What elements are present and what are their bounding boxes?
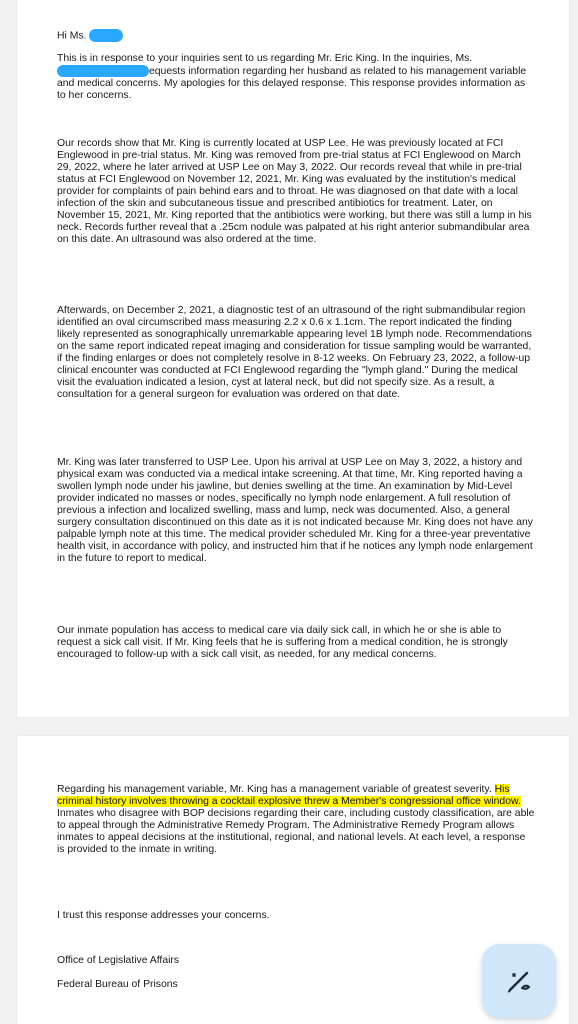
greeting-text: Hi Ms.	[57, 30, 87, 42]
redacted-name	[89, 29, 123, 42]
redacted-name-2	[57, 65, 149, 77]
paragraph-management-variable	[57, 784, 535, 856]
closing-line: I trust this response addresses your concerns.	[57, 910, 270, 921]
paragraph-intro	[57, 53, 535, 102]
signature-office: Office of Legislative Affairs	[57, 955, 180, 966]
edit-pen-sparkle-icon	[504, 966, 534, 996]
paragraph-intro-part1: This is in response to your inquiries sent to us regarding Mr. Eric King. In the inquiries, Ms.	[57, 53, 473, 64]
appeal-text: Inmates who disagree with BOP decisions regarding their care, including custody classification, are able to appeal through the Administrative Remedy Program. The Administrative Remedy Program allows inmates to appeal decisions at the institutional, regional, and national levels. At each level, a response is provided to the inmate in writing.	[57, 808, 535, 855]
edit-fab-button[interactable]	[482, 944, 556, 1018]
highlighted-text: His criminal history involves throwing a cocktail explosive threw a Member's congressional office window.	[57, 784, 521, 807]
greeting	[57, 29, 535, 42]
paragraph-sick-call: Our inmate population has access to medical care via daily sick call, in which he or she is able to request a sick call visit. If Mr. King feels that he is suffering from a medical condition, he is strongly encouraged to follow-up with a sick call visit, as needed, for any medical concerns.	[57, 625, 508, 660]
signature-bureau: Federal Bureau of Prisons	[57, 979, 178, 990]
paragraph-ultrasound: Afterwards, on December 2, 2021, a diagnostic test of an ultrasound of the right submandibular region identified an oval circumscribed mass measuring 2.2 x 0.6 x 1.1cm. The report indicated the finding likely represented as sonographically unremarkable appearing level 1B lymph node. Recommendations on the same report indicated repeat imaging and consideration for tissue sampling would be warranted, if the finding enlarges or does not completely resolve in 8-12 weeks. On February 23, 2022, a follow-up clinical encounter was conducted at FCI Englewood regarding the "lymph gland." During the medical visit the evaluation indicated a lesion, cyst at lateral neck, but did not specify size. As a result, a consultation for a general surgeon for evaluation was ordered on that date.	[57, 305, 532, 400]
document-page-1	[17, 0, 569, 717]
paragraph-intro-part2: equests information regarding her husband as related to his management variable and medical concerns. My apologies for this delayed response. This response provides information as to her concerns.	[57, 65, 527, 101]
management-variable-text: Regarding his management variable, Mr. King has a management variable of greatest severity.	[57, 784, 495, 795]
paragraph-records: Our records show that Mr. King is currently located at USP Lee. He was previously located at FCI Englewood in pre-trial status. Mr. King was removed from pre-trial status at FCI Englewood on March 29, 2022, where he later arrived at USP Lee on May 3, 2022. Our records reveal that while in pre-trial status at FCI Englewood on November 12, 2021, Mr. King was evaluated by the institution's medical provider for complaints of pain behind ears and to throat. He was diagnosed on that date with a local infection of the skin and subcutaneous tissue and prescribed antibiotics for treatment. Later, on November 15, 2021, Mr. King reported that the antibiotics were working, but there was still a lump in his neck. Records further reveal that a .25cm nodule was palpated at his right anterior submandibular area on this date. An ultrasound was also ordered at the time.	[57, 138, 532, 245]
paragraph-transfer: Mr. King was later transferred to USP Lee. Upon his arrival at USP Lee on May 3, 2022, a history and physical exam was conducted via a medical intake screening. At that time, Mr. King reported having a swollen lymph node under his jawline, but denies swelling at the time. An examination by Mid-Level provider indicated no masses or nodes, specifically no lymph node enlargement. A full resolution of previous a infection and localized swelling, mass and lump, neck was documented. Also, a general surgery consultation discontinued on this date as it is not indicated because Mr. King does not have any palpable lymph note at this time. The medical provider scheduled Mr. King for a three-year preventative health visit, in accordance with policy, and instructed him that if he notices any lymph node enlargement in the future to report to medical.	[57, 457, 533, 564]
